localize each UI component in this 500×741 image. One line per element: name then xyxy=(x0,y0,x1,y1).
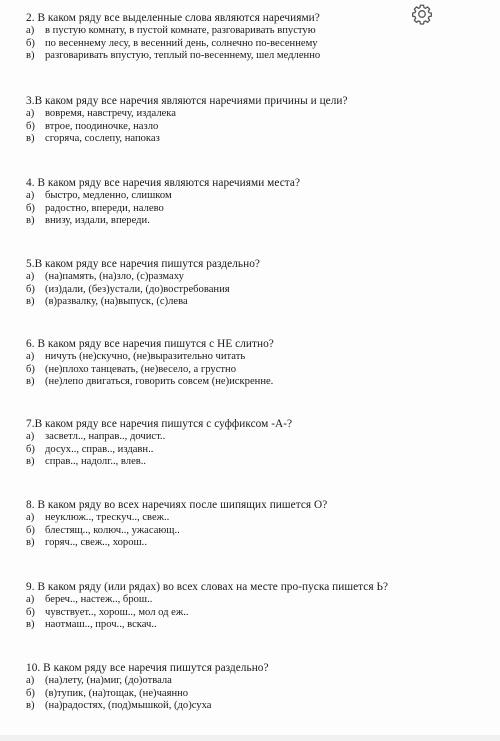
answer-option-c xyxy=(26,296,466,309)
question-title: 5.В каком ряду все наречия пишутся раздельно? xyxy=(26,258,260,270)
option-text: засветл.., направ.., дочист.. xyxy=(45,431,166,442)
answer-option-a xyxy=(26,431,466,444)
option-text: (на)лету, (на)миг, (до)отвала xyxy=(45,675,172,686)
answer-option-c xyxy=(26,133,466,146)
question-title: 4. В каком ряду все наречия являются наречиями места? xyxy=(26,177,301,189)
option-text: наотмаш.., проч.., вскач.. xyxy=(45,619,157,630)
option-text: досух.., справ.., издавн.. xyxy=(45,443,154,455)
question-7 xyxy=(26,418,466,469)
option-text: ничуть (не)скучно, (не)выразительно читать xyxy=(45,351,246,362)
option-letter: а) xyxy=(26,190,35,201)
option-letter: б) xyxy=(26,120,35,132)
question-title: 3.В каком ряду все наречия являются наречиями причины и цели? xyxy=(26,95,348,107)
bottom-edge xyxy=(0,735,500,741)
answer-option-a xyxy=(26,25,466,38)
option-letter: в) xyxy=(26,456,35,467)
option-letter: б) xyxy=(26,606,35,618)
question-title: 10. В каком ряду все наречия пишутся раздельно? xyxy=(26,662,269,674)
option-text: неуклюж.., трескуч.., свеж.. xyxy=(45,512,170,523)
option-letter: в) xyxy=(26,619,35,630)
option-text: (из)дали, (без)устали, (до)востребования xyxy=(45,283,230,295)
option-letter: а) xyxy=(26,351,35,362)
answer-option-a xyxy=(26,512,466,525)
option-letter: в) xyxy=(26,133,35,144)
answer-option-c xyxy=(26,50,466,63)
option-letter: б) xyxy=(26,363,35,375)
answer-option-c xyxy=(26,700,466,713)
option-letter: в) xyxy=(26,215,35,226)
option-text: (в)развалку, (на)выпуск, (с)лева xyxy=(45,296,188,307)
option-text: радостно, впереди, налево xyxy=(45,202,164,214)
option-text: в пустую комнату, в пустой комнате, разговаривать впустую xyxy=(45,25,316,36)
answer-option-b xyxy=(26,444,466,457)
option-letter: б) xyxy=(26,443,35,455)
question-9 xyxy=(26,581,466,632)
question-title: 8. В каком ряду во всех наречиях после шипящих пишется О? xyxy=(26,499,328,511)
option-letter: б) xyxy=(26,202,35,214)
option-text: (не)лепо двигаться, говорить совсем (не)искренне. xyxy=(45,376,274,387)
option-text: горяч.., свеж.., хорош.. xyxy=(45,537,147,548)
answer-option-a xyxy=(26,351,466,364)
option-text: (на)память, (на)зло, (с)размаху xyxy=(45,271,184,282)
option-letter: а) xyxy=(26,271,35,282)
option-text: справ.., надолг.., влев.. xyxy=(45,456,147,467)
option-text: внизу, издали, впереди. xyxy=(45,215,150,226)
option-text: быстро, медленно, слишком xyxy=(45,190,172,201)
option-text: блестящ.., колюч.., ужасающ.. xyxy=(45,524,180,536)
answer-option-a xyxy=(26,190,466,203)
option-letter: в) xyxy=(26,296,35,307)
question-8 xyxy=(26,499,466,550)
answer-option-a xyxy=(26,271,466,284)
option-text: чувствует.., хорош.., мол од еж.. xyxy=(45,606,189,618)
question-10 xyxy=(26,662,466,713)
option-letter: б) xyxy=(26,283,35,295)
answer-option-b xyxy=(26,525,466,538)
answer-option-c xyxy=(26,456,466,469)
option-letter: в) xyxy=(26,376,35,387)
question-3 xyxy=(26,95,466,146)
option-letter: б) xyxy=(26,37,35,49)
question-title: 9. В каком ряду (или рядах) во всех словах на месте про-пуска пишется Ь? xyxy=(26,581,389,593)
question-title: 2. В каком ряду все выделенные слова являются наречиями? xyxy=(26,12,320,24)
answer-option-a xyxy=(26,108,466,121)
option-letter: в) xyxy=(26,537,35,548)
option-letter: б) xyxy=(26,524,35,536)
answer-option-b xyxy=(26,203,466,216)
answer-option-a xyxy=(26,594,466,607)
question-5 xyxy=(26,258,466,309)
option-letter: а) xyxy=(26,431,35,442)
answer-option-b xyxy=(26,121,466,134)
question-title: 7.В каком ряду все наречия пишутся с суффиксом -А-? xyxy=(26,418,293,430)
option-text: сгоряча, сослепу, напоказ xyxy=(45,133,160,144)
option-text: (на)радостях, (под)мышкой, (до)суха xyxy=(45,700,212,711)
answer-option-c xyxy=(26,215,466,228)
option-letter: а) xyxy=(26,25,35,36)
question-title: 6. В каком ряду все наречия пишутся с НЕ слитно? xyxy=(26,338,274,350)
question-2 xyxy=(26,12,466,63)
option-letter: а) xyxy=(26,108,35,119)
option-letter: а) xyxy=(26,512,35,523)
question-4 xyxy=(26,177,466,228)
answer-option-c xyxy=(26,376,466,389)
answer-option-b xyxy=(26,607,466,620)
answer-option-b xyxy=(26,38,466,51)
answer-option-c xyxy=(26,619,466,632)
answer-option-b xyxy=(26,364,466,377)
option-text: (не)плохо танцевать, (не)весело, а грустно xyxy=(45,363,236,375)
answer-option-a xyxy=(26,675,466,688)
option-letter: в) xyxy=(26,700,35,711)
option-text: по весеннему лесу, в весенний день, солнечно по-весеннему xyxy=(45,37,318,49)
option-letter: а) xyxy=(26,675,35,686)
option-letter: б) xyxy=(26,687,35,699)
option-text: вовремя, навстречу, издалека xyxy=(45,108,176,119)
question-6 xyxy=(26,338,466,389)
answer-option-c xyxy=(26,537,466,550)
answer-option-b xyxy=(26,688,466,701)
option-letter: в) xyxy=(26,50,35,61)
answer-option-b xyxy=(26,284,466,297)
option-text: (в)тупик, (на)тощак, (не)чаянно xyxy=(45,687,189,699)
option-text: разговаривать впустую, теплый по-весеннему, шел медленно xyxy=(45,50,321,61)
option-letter: а) xyxy=(26,594,35,605)
option-text: втрое, поодиночке, назло xyxy=(45,120,159,132)
option-text: береч.., настеж.., брош.. xyxy=(45,594,153,605)
